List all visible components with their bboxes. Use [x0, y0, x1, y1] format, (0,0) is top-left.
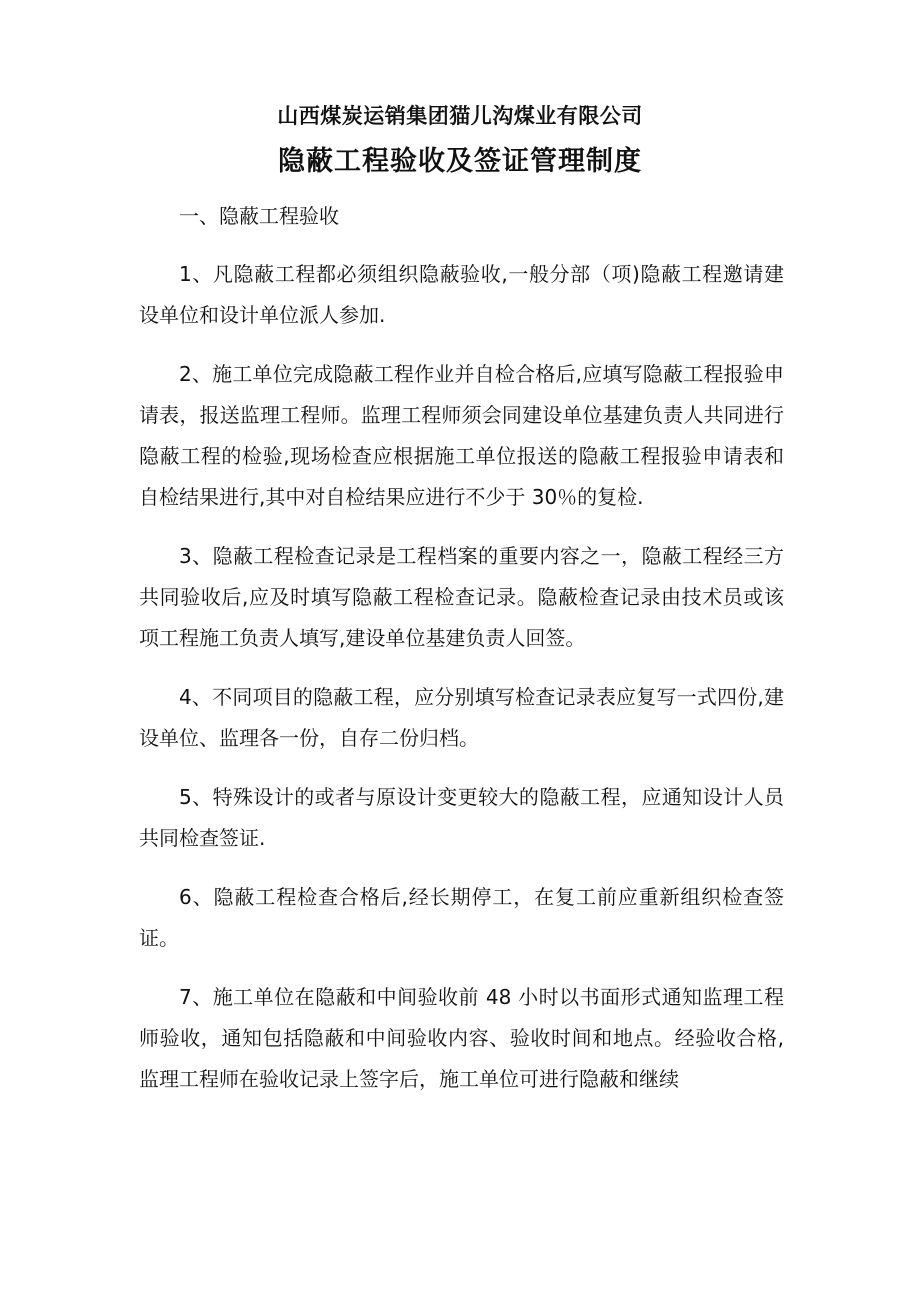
section-heading: 一、隐蔽工程验收 — [179, 204, 339, 228]
paragraph-4: 4、不同项目的隐蔽工程，应分别填写检查记录表应复写一式四份,建设单位、监理各一份，自存二份归档。 — [139, 685, 784, 750]
paragraph-5: 5、特殊设计的或者与原设计变更较大的隐蔽工程，应通知设计人员共同检查签证. — [139, 785, 784, 850]
paragraph-1: 1、凡隐蔽工程都必须组织隐蔽验收,一般分部（项)隐蔽工程邀请建设单位和设计单位派人参加. — [139, 262, 784, 327]
document-title: 隐蔽工程验收及签证管理制度 — [278, 146, 642, 177]
organization-title: 山西煤炭运销集团猫儿沟煤业有限公司 — [277, 103, 643, 128]
paragraph-3: 3、隐蔽工程检查记录是工程档案的重要内容之一，隐蔽工程经三方共同验收后,应及时填写隐蔽工程检查记录。隐蔽检查记录由技术员或该项工程施工负责人填写,建设单位基建负责人回签。 — [139, 544, 784, 650]
paragraph-2: 2、施工单位完成隐蔽工程作业并自检合格后,应填写隐蔽工程报验申请表，报送监理工程师。监理工程师须会同建设单位基建负责人共同进行隐蔽工程的检验,现场检查应根据施工单位报送的隐蔽工程报验申请表和自检结果进行,其中对自检结果应进行不少于 30％的复检. — [139, 362, 784, 509]
document-body — [139, 196, 784, 1118]
paragraph-7: 7、施工单位在隐蔽和中间验收前 48 小时以书面形式通知监理工程师验收，通知包括隐蔽和中间验收内容、验收时间和地点。经验收合格,监理工程师在验收记录上签字后，施工单位可进行隐蔽和继续 — [139, 985, 784, 1091]
paragraph-6: 6、隐蔽工程检查合格后,经长期停工，在复工前应重新组织检查签证。 — [139, 885, 784, 950]
